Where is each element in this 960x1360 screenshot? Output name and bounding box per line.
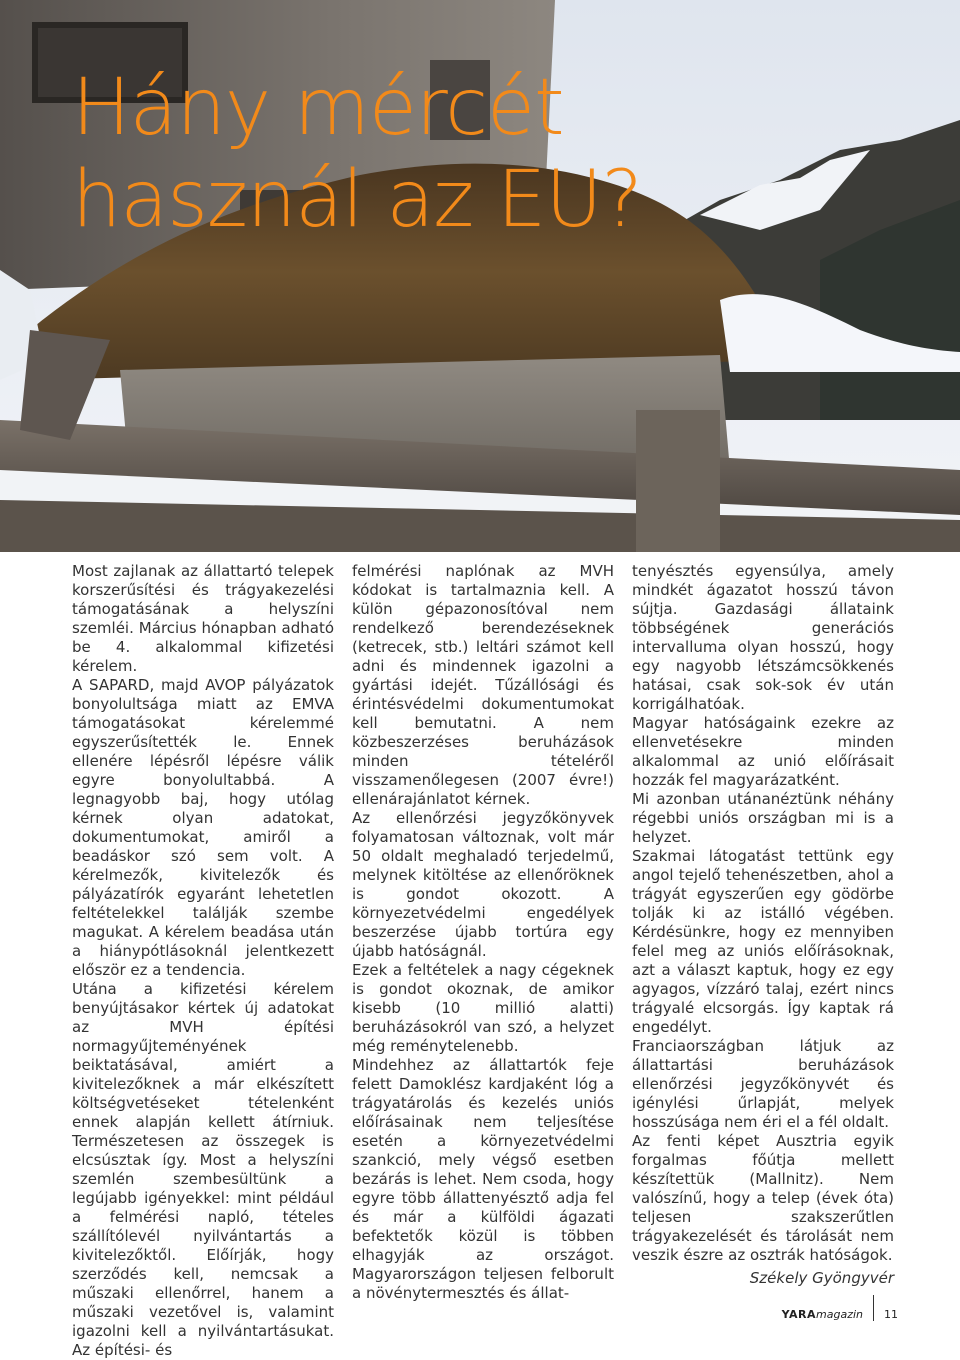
- headline-line-1: Hány mércét: [72, 63, 564, 153]
- headline-line-2: használ az EU?: [72, 155, 642, 245]
- fence-post: [636, 410, 720, 552]
- magazin-brand: [782, 1308, 863, 1321]
- paragraph: tenyésztés egyensúlya, amely mindkét ágazatot hosszú távon sújtja. Gazdasági állataink többségének generációs intervalluma olyan hosszú, hogy egy nagyobb létszámcsökkenés hatásai, csak sok-sok év után korrigálhatóak.: [632, 562, 894, 713]
- hero-photo: [0, 0, 960, 552]
- paragraph: Most zajlanak az állattartó telepek korszerűsítési és trágyakezelési támogatásának a helyszíni szemléi. Március hónapban adható be 4. alkalommal kifizetési kérelem.: [72, 562, 334, 675]
- paragraph: A SAPARD, majd AVOP pályázatok bonyolultsága miatt az EMVA támogatásokat kérelemmé egyszerűsítették le. Ennek ellenére lépésről lépésre válik egyre bonyolultabbá. A legnagyobb baj, hogy utólag kérnek olyan adatokat, dokumentumokat, amiről a beadáskor szó sem volt. A kérelmezők, kivitelezők és pályázatírók egyaránt lehetetlen feltételekkel találják szembe magukat. A kérelem beadása után a hiánypótlásoknál jelentkezett először ez a tendencia.: [72, 676, 334, 979]
- text-column-3: [632, 562, 894, 1288]
- text-column-2: [352, 562, 614, 1303]
- headline: [72, 62, 642, 246]
- paragraph: Mi azonban utánanéztünk néhány régebbi uniós országban mi is a helyzet.: [632, 790, 894, 846]
- paragraph: Franciaországban látjuk az állattartási beruházások ellenőrzési jegyzőkönyvét és igénylési űrlapját, melyek hosszúsága nem éri el a fél oldalt.: [632, 1037, 894, 1131]
- paragraph: felmérési naplónak az MVH kódokat is tartalmaznia kell. A külön gépazonosítóval nem rendelkező berendezéseknek (ketrecek, stb.) leltári számot kell adni és mindennek igazolni a gyártási idejét. Tűzállósági és érintésvédelmi dokumentumokat kell bemutatni. A nem közbeszerzéses beruházások minden tételéről visszamenőlegesen (2007 évre!) ellenárajánlatot kérnek.: [352, 562, 614, 808]
- footer-divider: [873, 1295, 874, 1321]
- page-footer: [782, 1295, 898, 1321]
- paragraph: Utána a kifizetési kérelem benyújtásakor kértek új adatokat az MVH építési normagyűjteményének beiktatásával, amiért a kivitelezőknek a már elkészített költségvetéseket tételenként ennek alapján kellett átírniuk. Természetesen az összegek is elcsúsztak így. Most a helyszíni szemlén szembesültünk a legújabb igényekkel: mint például a felmérési napló, tételes szállítólevél nyilvántartás a kivitelezőktől. Előírják, hogy szerződés kell, nemcsak a műszaki ellenőrrel, hanem a műszaki vezetővel is, valamint igazolni kell a nyilvántartásukat. Az építési- és: [72, 980, 334, 1359]
- text-column-1: [72, 562, 334, 1360]
- paragraph: Szakmai látogatást tettünk egy angol tejelő tehenészetben, ahol a trágyát egyszerűen egy gödörbe tolják ki az istálló végében. Kérdésünkre, hogy ez mennyiben felel meg az uniós előírásoknak, azt a választ kaptuk, hogy ez egy agyagos, vízzáró talaj, ezért nincs trágyalé elcsorgás. Így kaptak rá engedélyt.: [632, 847, 894, 1036]
- brand-yara: YARA: [781, 1308, 817, 1321]
- author-signature: Székely Gyöngyvér: [749, 1269, 894, 1287]
- paragraph: Magyar hatóságaink ezekre az ellenvetésekre minden alkalommal az unió előírásait hozzák fel magyarázatként.: [632, 714, 894, 789]
- paragraph: Ezek a feltételek a nagy cégeknek is gondot okoznak, de amikor kisebb (10 millió alatti) beruházásokról van szó, a helyzet még reménytelenebb.: [352, 961, 614, 1055]
- paragraph: Az ellenőrzési jegyzőkönyvek folyamatosan változnak, volt már 50 oldalt meghaladó terjedelmű, melynek kitöltése az ellenőröknek is gondot okozott. A környezetvédelmi engedélyek beszerzése újabb tortúra egy újabb hatóságnál.: [352, 809, 614, 960]
- page-number: 11: [884, 1308, 898, 1321]
- paragraph: Mindehhez az állattartók feje felett Damoklész kardjaként lóg a trágyatárolás és kezelés uniós előírásainak nem teljesítése esetén a környezetvédelmi szankció, mely végső esetben bezárás is lehet. Nem csoda, hogy egyre több állattenyésztő adja fel és már a külföldi ágazati befektetők közül is többen elhagyják az országot. Magyarországon teljesen felborult a növénytermesztés és állat-: [352, 1056, 614, 1302]
- paragraph: Az fenti képet Ausztria egyik forgalmas főútja mellett készítettük (Mallnitz). Nem valószínű, hogy a telep (évek óta) teljesen szakszerűtlen trágyakezelését és tárolását nem veszik észre az osztrák hatóságok.: [632, 1132, 894, 1264]
- brand-magazin: magazin: [816, 1308, 863, 1321]
